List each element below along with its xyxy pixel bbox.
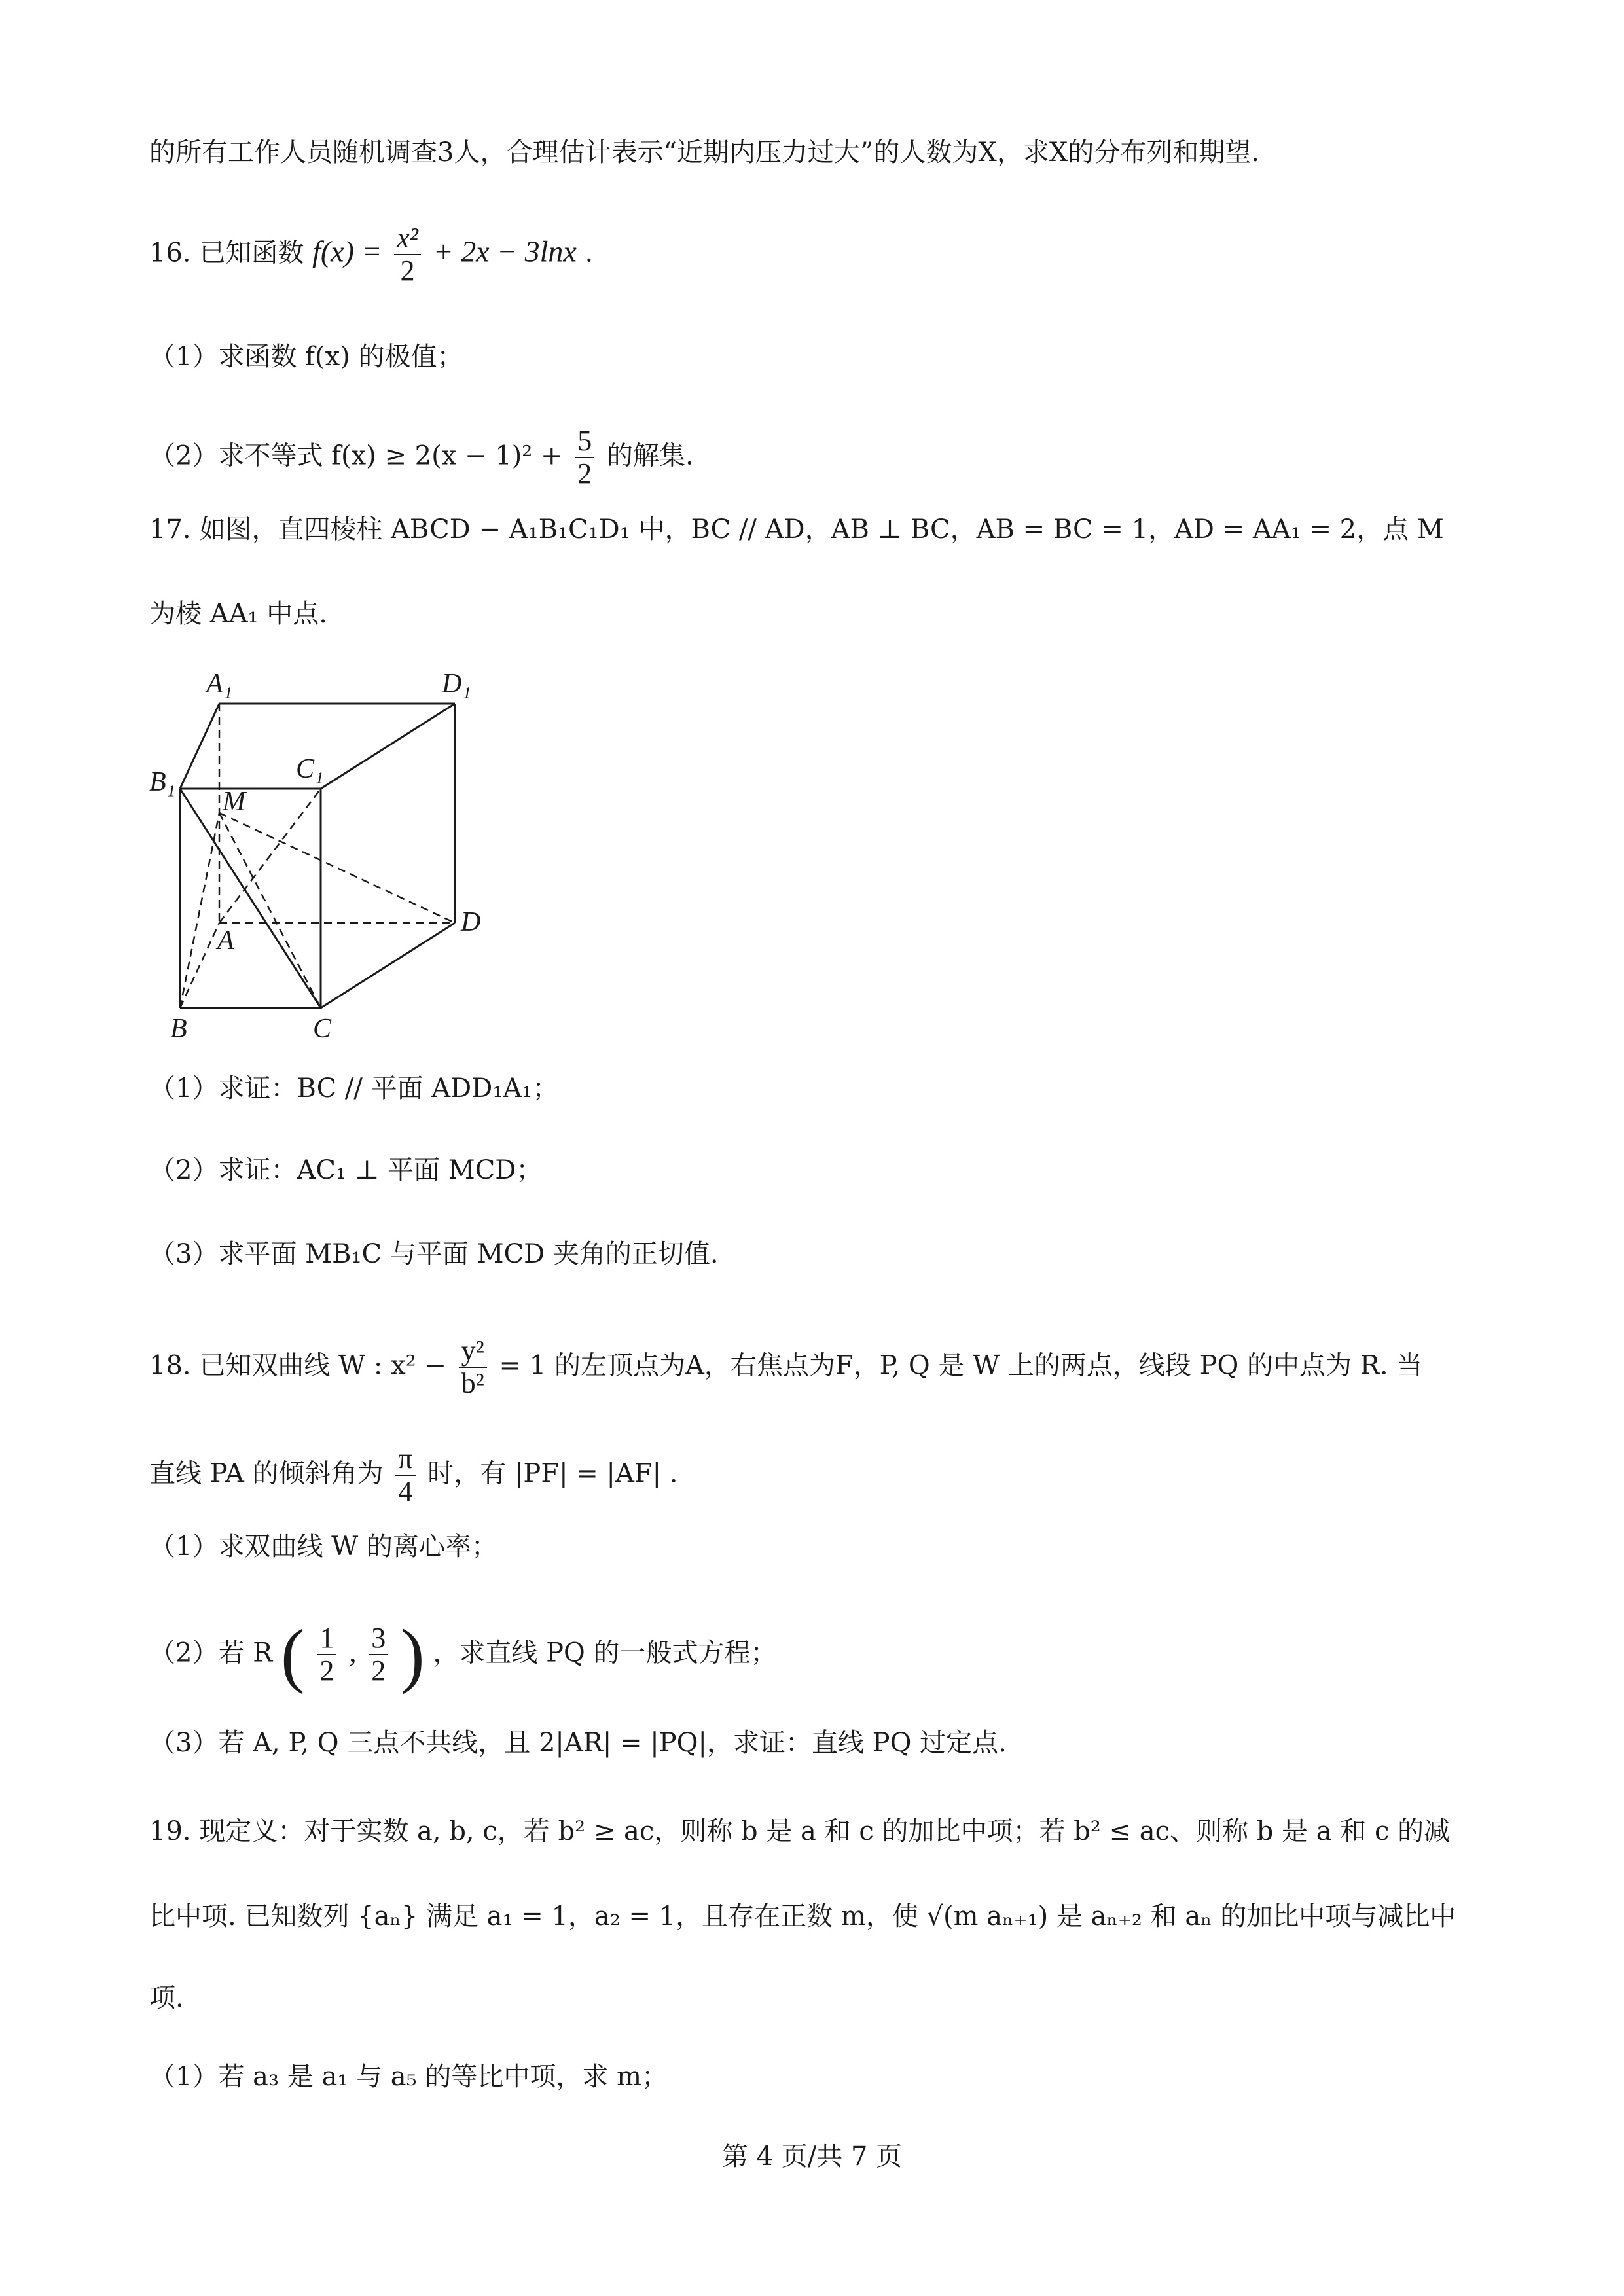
q17-part1: （1）求证：BC // 平面 ADD₁A₁； xyxy=(149,1073,559,1103)
q16-stem xyxy=(149,223,1545,287)
label-m: M xyxy=(223,787,245,817)
q16-number: 16. xyxy=(149,238,191,268)
label-c: C xyxy=(313,1014,332,1044)
q16-frac-den: 2 xyxy=(400,255,415,287)
q18-l1-pre: 已知双曲线 W : x² − xyxy=(199,1350,446,1381)
q16-formula-pre: f(x) = xyxy=(312,234,382,268)
q18-part2-frac2 xyxy=(369,1623,388,1687)
q16-stem-text: 已知函数 xyxy=(199,238,304,268)
q18-part2-frac1 xyxy=(317,1623,336,1687)
q16-part2-post: 的解集. xyxy=(607,440,694,471)
q16-part2-pre: （2）求不等式 f(x) ≥ 2(x − 1)² + xyxy=(149,440,563,471)
q19-line2: 比中项. 已知数列 {aₙ} 满足 a₁ = 1，a₂ = 1，且存在正数 m，使 √(m aₙ₊₁) 是 aₙ₊₂ 和 aₙ 的加比中项与减比中 xyxy=(149,1901,1456,1931)
prism-figure xyxy=(144,661,511,1047)
q18-part2-post: ，求直线 PQ 的一般式方程； xyxy=(433,1638,777,1668)
q19-part1: （1）若 a₃ 是 a₁ 与 a₅ 的等比中项，求 m； xyxy=(149,2062,668,2092)
q18-part2-f2-num: 3 xyxy=(369,1623,388,1655)
label-a1: A₁ xyxy=(206,669,233,699)
q18-line1 xyxy=(149,1335,1545,1400)
page-footer: 第 4 页/共 7 页 xyxy=(721,2142,903,2172)
q16-part2-fraction xyxy=(575,425,594,490)
q17-line2: 为棱 AA₁ 中点. xyxy=(149,599,327,629)
q16-part2 xyxy=(149,425,1545,490)
q18-l2-pre: 直线 PA 的倾斜角为 xyxy=(149,1458,384,1489)
q18-l2-fraction xyxy=(395,1443,415,1508)
q18-l1-frac-den: b² xyxy=(461,1367,484,1400)
label-c1: C₁ xyxy=(296,754,324,784)
q18-part2-f1-den: 2 xyxy=(319,1655,334,1687)
q16-part1: （1）求函数 f(x) 的极值； xyxy=(149,342,463,372)
label-b1: B₁ xyxy=(149,767,176,797)
q18-l2-frac-den: 4 xyxy=(398,1475,413,1508)
q18-part3: （3）若 A, P, Q 三点不共线，且 2|AR| = |PQ|，求证：直线 PQ 过定点. xyxy=(149,1728,1007,1758)
q16-frac-num: x² xyxy=(394,223,421,255)
q18-part2-f2-den: 2 xyxy=(371,1655,386,1687)
q18-line2 xyxy=(149,1443,1545,1508)
q18-l2-post: 时，有 |PF| = |AF| . xyxy=(427,1458,678,1489)
q18-part2-f1-num: 1 xyxy=(317,1623,336,1655)
q18-part2 xyxy=(149,1613,1545,1696)
q16-part2-frac-num: 5 xyxy=(575,425,594,458)
q18-part2-pre: （2）若 R xyxy=(149,1638,273,1668)
q18-l1-post: = 1 的左顶点为A，右焦点为F，P, Q 是 W 上的两点，线段 PQ 的中点为 R. 当 xyxy=(499,1350,1423,1381)
q18-number: 18. xyxy=(149,1350,191,1381)
q16-formula-post: + 2x − 3lnx xyxy=(433,234,577,268)
q18-right-paren: ) xyxy=(401,1615,425,1695)
label-b: B xyxy=(170,1014,187,1044)
label-d: D xyxy=(461,907,481,937)
q18-part1: （1）求双曲线 W 的离心率； xyxy=(149,1532,497,1562)
q17-part2: （2）求证：AC₁ ⊥ 平面 MCD； xyxy=(149,1155,543,1185)
q18-comma: , xyxy=(349,1634,357,1668)
q19-line3: 项. xyxy=(149,1983,184,2013)
q17-line1: 17. 如图，直四棱柱 ABCD − A₁B₁C₁D₁ 中，BC // AD，AB ⊥ BC，AB = BC = 1，AD = AA₁ = 2，点 M xyxy=(149,514,1444,545)
label-a: A xyxy=(217,925,234,956)
intro-line: 的所有工作人员随机调查3人，合理估计表示“近期内压力过大”的人数为X，求X的分布列和期望. xyxy=(149,137,1260,168)
q18-l1-fraction xyxy=(459,1335,487,1400)
q19-line1: 19. 现定义：对于实数 a, b, c，若 b² ≥ ac，则称 b 是 a 和 c 的加比中项；若 b² ≤ ac、则称 b 是 a 和 c 的减 xyxy=(149,1816,1451,1846)
q16-end: . xyxy=(585,238,594,268)
q18-l2-frac-num: π xyxy=(395,1443,415,1476)
q18-l1-frac-num: y² xyxy=(459,1335,487,1368)
label-d1: D₁ xyxy=(442,669,471,699)
q16-part2-frac-den: 2 xyxy=(577,457,592,490)
q17-part3: （3）求平面 MB₁C 与平面 MCD 夹角的正切值. xyxy=(149,1239,719,1269)
q18-left-paren: ( xyxy=(281,1615,305,1695)
q16-fraction xyxy=(394,223,421,287)
